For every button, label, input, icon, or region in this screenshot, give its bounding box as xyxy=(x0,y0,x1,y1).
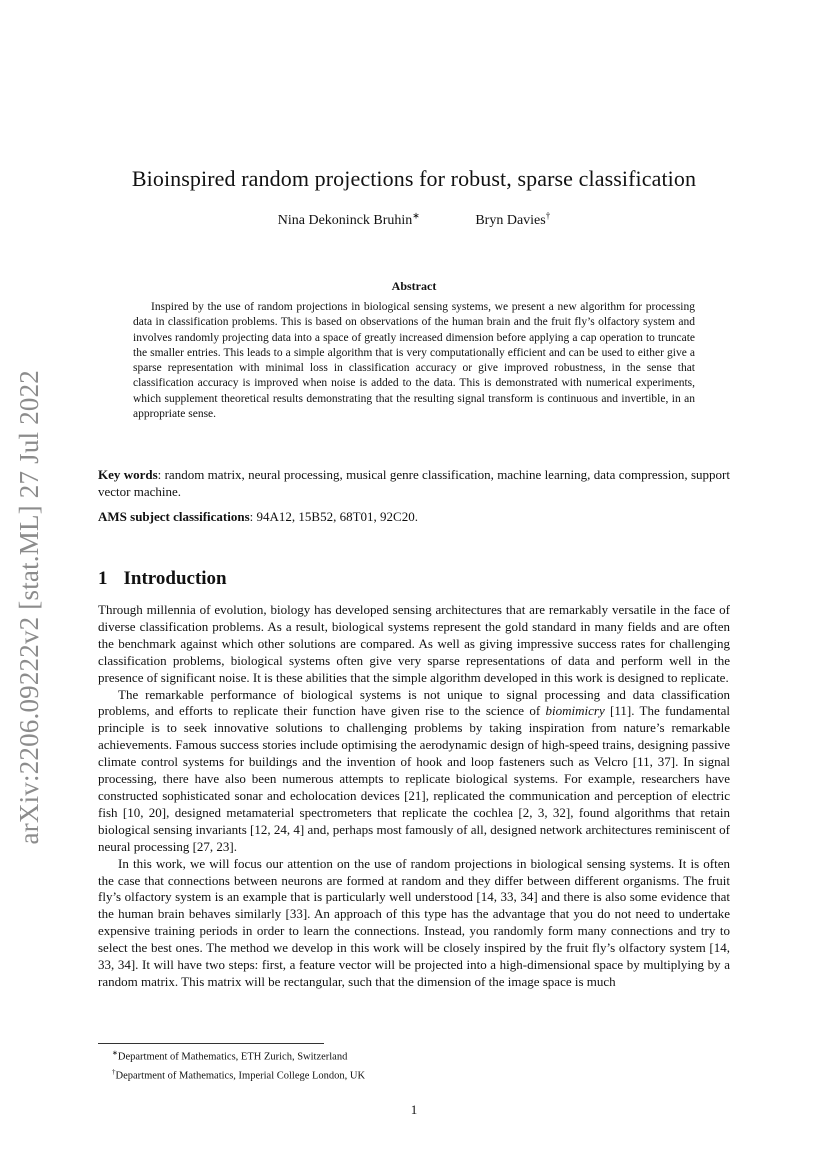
ams-classifications xyxy=(98,508,730,525)
ams-label: AMS subject classifications xyxy=(98,509,250,524)
keywords-label: Key words xyxy=(98,467,158,482)
ams-text: : 94A12, 15B52, 68T01, 92C20. xyxy=(249,509,418,524)
author-1-mark: ∗ xyxy=(412,210,420,220)
section-number: 1 xyxy=(98,568,108,589)
paragraph-1: Through millennia of evolution, biology has developed sensing architectures that are remarkably versatile in the face of diverse classification problems. As a result, biological systems represent the gold standard in many fields and are often the benchmark against which other solutions are compared. As well as giving impressive success rates for challenging classification problems, biological systems often give very sparse representations of data and perform well in the presence of significant noise. It is these abilities that the simple algorithm developed in this work is designed to replicate. xyxy=(98,602,730,685)
emphasis-biomimicry: biomimicry xyxy=(545,703,605,719)
paper-title: Bioinspired random projections for robust, sparse classification xyxy=(131,166,697,191)
footnotes xyxy=(98,1046,730,1083)
author-1: Nina Dekoninck Bruhin∗ xyxy=(277,210,420,228)
footnote-divider xyxy=(98,1043,324,1044)
paragraph-3: In this work, we will focus our attention on the use of random projections in biological sensing systems. It is often the case that connections between neurons are formed at random and they differ between different organisms. The fruit fly’s olfactory system is an example that is particularly well understood [14, 33, 34] and there is also some evidence that the human brain behaves similarly [33]. An approach of this type has the advantage that you do not need to undertake expensive training periods in order to learn the connections. Instead, you randomly form many connections and try to select the best ones. The method we develop in this work will be closely inspired by the fruit fly’s olfactory system [14, 33, 34]. It will have two steps: first, a feature vector will be projected into a high-dimensional space by multiplying by a random matrix. This matrix will be rectangular, such that the dimension of the image space is much xyxy=(98,855,730,989)
keywords-text: : random matrix, neural processing, musical genre classification, machine learning, data compression, support vector machine. xyxy=(98,467,730,499)
footnote-2: †Department of Mathematics, Imperial College London, UK xyxy=(112,1067,366,1081)
section-heading xyxy=(98,568,227,590)
introduction-body xyxy=(98,602,730,991)
abstract-text: Inspired by the use of random projections in biological sensing systems, we present a new algorithm for processing data in classification problems. This is based on observations of the human brain and the fruit fly’s olfactory system and involves randomly projecting data into a space of greatly increased dimension before applying a cap operation to truncate the smaller entries. This leads to a simple algorithm that is very computationally efficient and can be used to either give a sparse representation with minimal loss in classification accuracy or give improved robustness, in the sense that classification accuracy is improved when noise is added to the data. This is demonstrated with numerical experiments, which supplement theoretical results demonstrating that the resulting signal transform is continuous and invertible, in an appropriate sense. xyxy=(133,301,695,421)
author-2: Bryn Davies† xyxy=(475,210,551,228)
author-2-mark: † xyxy=(545,210,551,220)
footnote-1: ∗Department of Mathematics, ETH Zurich, Switzerland xyxy=(112,1049,348,1063)
keywords xyxy=(98,466,730,500)
arxiv-identifier: arXiv:2206.09222v2 [stat.ML] 27 Jul 2022 xyxy=(14,370,44,845)
page-number: 1 xyxy=(410,1102,418,1117)
author-list xyxy=(98,210,730,229)
paragraph-2: The remarkable performance of biological systems is not unique to signal processing and data classification problems, and efforts to replicate their function have given rise to the science of biomimicry [11]. The fundamental principle is to seek innovative solutions to challenging problems by taking inspiration from nature’s remarkable achievements. Famous success stories include optimising the aerodynamic design of high-speed trains, designing passive climate control systems for buildings and the invention of hook and loop fasteners such as Velcro [11, 37]. In signal processing, there have also been numerous attempts to replicate biological systems. For example, researchers have constructed sophisticated sonar and echolocation devices [21], replicated the communication and perception of electric fish [10, 20], designed metamaterial spectrometers that replicate the cochlea [2, 3, 32], found algorithms that retain biological sensing invariants [12, 24, 4] and, perhaps most famously of all, designed network architectures reminiscent of neural processing [27, 23]. xyxy=(98,686,730,854)
abstract-heading: Abstract xyxy=(391,279,437,293)
section-title: Introduction xyxy=(123,568,227,589)
